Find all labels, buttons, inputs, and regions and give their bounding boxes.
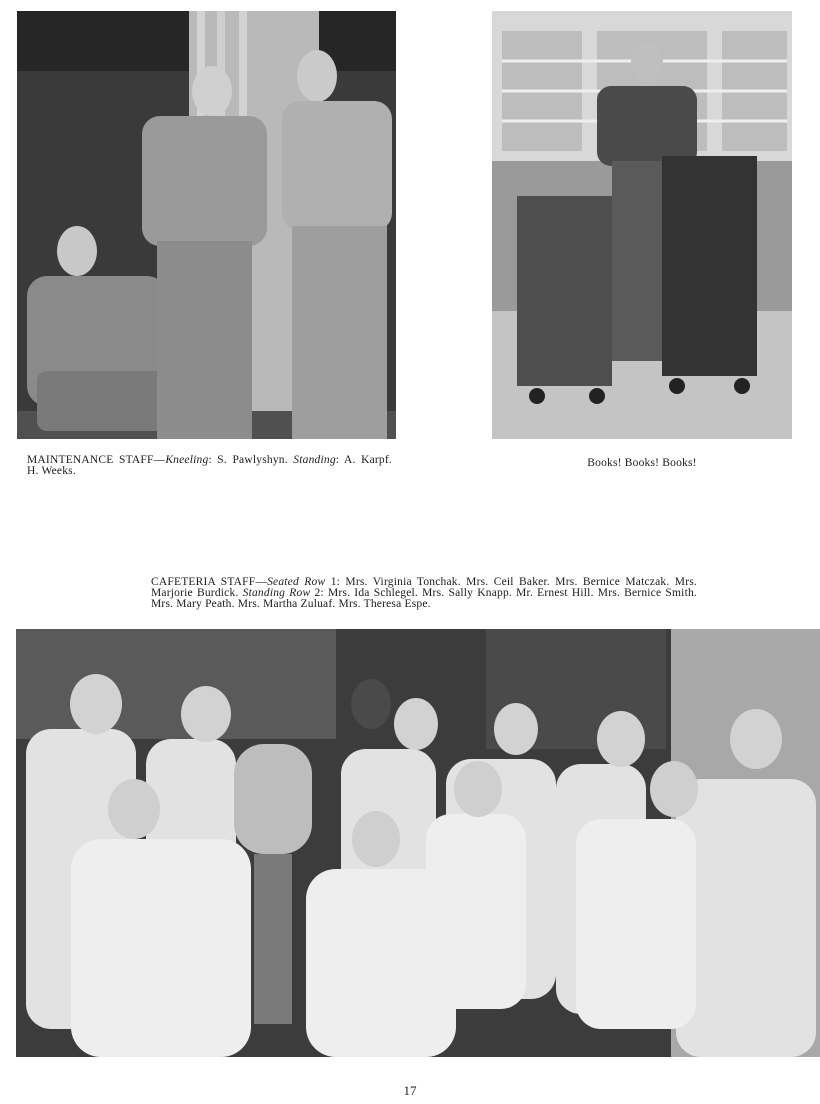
page-number: 17 <box>403 1083 417 1098</box>
books-photo <box>492 11 792 439</box>
photo-icon <box>17 11 396 439</box>
books-caption: Books! Books! Books! <box>587 457 697 469</box>
maintenance-staff-photo <box>17 11 396 439</box>
photo-icon <box>16 629 820 1057</box>
maintenance-staff-caption: MAINTENANCE STAFF—Kneeling: S. Pawlyshyn. Standing: A. Karpf. H. Weeks. <box>27 454 392 477</box>
cafeteria-staff-caption: CAFETERIA STAFF—Seated Row 1: Mrs. Virginia Tonchak. Mrs. Ceil Baker. Mrs. Bernice Matczak. Mrs. Marjorie Burdick. Standing Row 2: Mrs. Ida Schlegel. Mrs. Sally Knapp. Mr. Ernest Hill. Mrs. Bernice Smith. Mrs. Mary Peath. Mrs. Martha Zuluaf. Mrs. Theresa Espe. <box>151 576 698 610</box>
cafeteria-staff-photo <box>16 629 820 1057</box>
photo-icon <box>492 11 792 439</box>
